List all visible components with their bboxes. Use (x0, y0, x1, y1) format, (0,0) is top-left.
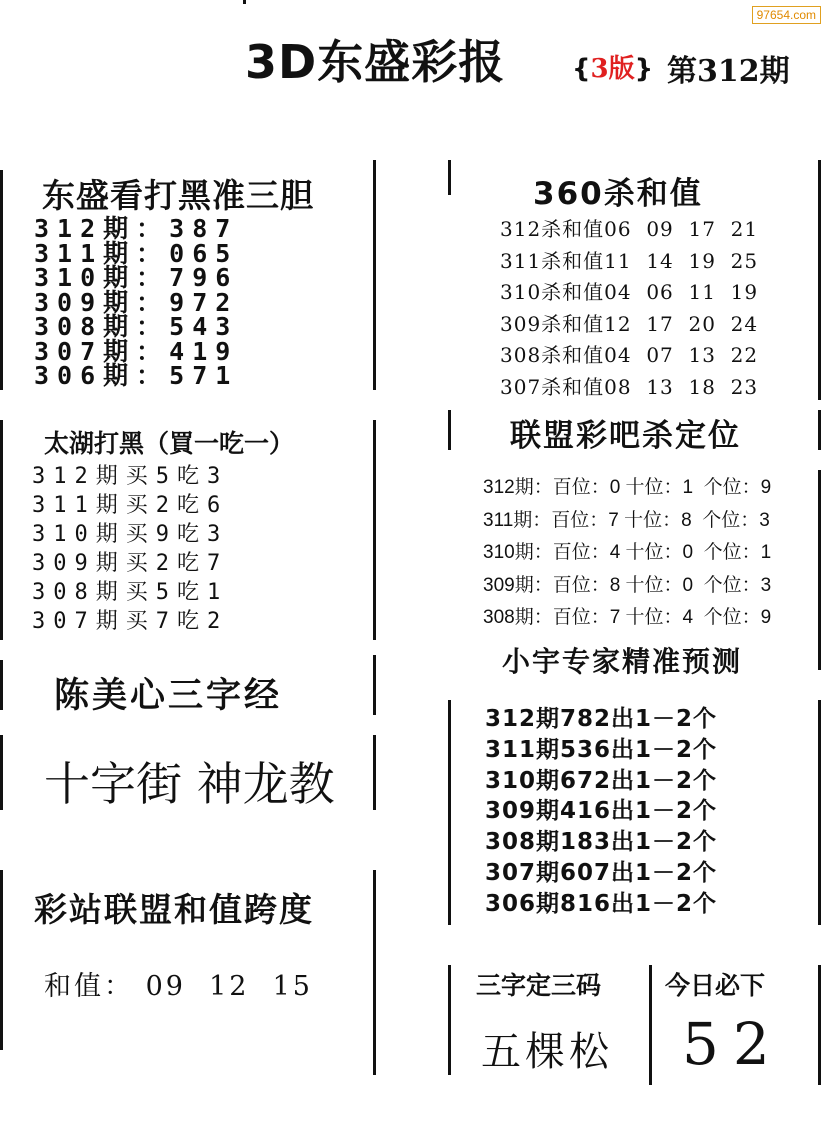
section-title-taihu: 太湖打黑（買一吃一） (44, 429, 295, 458)
section-title-lianmeng: 联盟彩吧杀定位 (510, 418, 741, 454)
section-title-xiaozi: 小宇专家精准预测 (502, 645, 743, 678)
section-title-caizhan: 彩站联盟和值跨度 (34, 890, 314, 929)
list-item: 308期183出1－2个 (485, 829, 718, 856)
list-item: 307杀和值08 13 18 23 (500, 374, 759, 399)
list-item: 311期536出1－2个 (485, 736, 718, 763)
list-item: 309杀和值12 17 20 24 (500, 311, 759, 336)
section-title-360: 360杀和值 (533, 176, 703, 212)
divider-line (0, 870, 3, 1050)
sha360-list (500, 214, 758, 403)
divider-line (448, 160, 451, 195)
issue-number: 第312期 (667, 54, 790, 89)
edition-badge (572, 48, 653, 85)
divider-line (818, 700, 821, 925)
list-item: 312期：387 (34, 214, 239, 243)
divider-line (818, 160, 821, 400)
section-title-chenmeixin: 陈美心三字经 (54, 675, 283, 716)
list-item: 309期：百位：8 十位：0 个位：3 (483, 574, 772, 596)
list-item: 308期买5吃1 (32, 580, 229, 605)
divider-line (448, 410, 451, 450)
list-item: 310期：796 (34, 263, 239, 292)
divider-line (649, 965, 652, 1085)
list-item: 309期416出1－2个 (485, 798, 718, 825)
list-item: 310期：百位：4 十位：0 个位：1 (483, 542, 772, 563)
list-item: 311期：065 (34, 238, 239, 268)
list-item: 309期买2吃7 (32, 551, 229, 576)
list-item: 311期：百位：7 十位：8 个位：3 (483, 509, 770, 531)
list-item: 308杀和值04 07 13 22 (500, 343, 759, 367)
list-item: 310杀和值04 06 11 19 (500, 280, 759, 304)
list-item: 312杀和值06 09 17 21 (500, 217, 759, 241)
divider-line (0, 170, 3, 390)
taihu-list (32, 462, 228, 636)
jinri-content: 52 (682, 1010, 784, 1078)
edition-brace-close: } (634, 54, 654, 84)
list-item: 312期：百位：0 十位：1 个位：9 (483, 477, 772, 498)
list-item: 307期：419 (34, 336, 239, 366)
list-item: 309期：972 (34, 287, 239, 317)
list-item: 312期782出1－2个 (485, 706, 718, 732)
page-title: 3D东盛彩报 (245, 35, 506, 89)
divider-line (818, 965, 821, 1085)
section-title-jinri: 今日必下 (665, 971, 766, 1000)
list-item: 306期816出1－2个 (485, 890, 718, 917)
divider-line (373, 870, 376, 1075)
xiaozi-list (485, 704, 717, 920)
divider-line (373, 420, 376, 640)
divider-line (448, 965, 451, 1075)
edition-label: 3版 (590, 54, 635, 84)
divider-line (448, 700, 451, 925)
list-item: 310期672出1－2个 (485, 767, 718, 794)
divider-line (818, 410, 821, 450)
list-item: 308期：543 (34, 312, 239, 341)
divider-line (373, 735, 376, 810)
section-title-sanzi: 三字定三码 (476, 971, 602, 1000)
divider-line (0, 735, 3, 810)
divider-line (818, 470, 821, 670)
dongsheng-list (34, 214, 239, 390)
list-item: 312期买5吃3 (32, 464, 229, 489)
list-item: 311杀和值11 14 19 25 (500, 248, 759, 273)
sanzi-content: 五棵松 (481, 1029, 613, 1075)
chenmeixin-content: 十字街 神龙教 (44, 757, 335, 811)
header-top-mark (243, 0, 246, 4)
watermark: 97654.com (752, 6, 821, 24)
list-item: 306期：571 (34, 361, 239, 390)
caizhan-content: 和值： 09 12 15 (44, 971, 313, 1002)
divider-line (0, 420, 3, 640)
lianmeng-list (483, 472, 771, 635)
list-item: 311期买2吃6 (32, 493, 229, 518)
list-item: 307期买7吃2 (32, 609, 229, 634)
section-title-dongsheng: 东盛看打黑准三胆 (42, 176, 314, 215)
edition-brace-open: { (572, 54, 591, 84)
list-item: 310期买9吃3 (32, 522, 229, 547)
divider-line (373, 655, 376, 715)
divider-line (0, 660, 3, 710)
divider-line (373, 160, 376, 390)
list-item: 307期607出1－2个 (485, 859, 718, 886)
list-item: 308期：百位：7 十位：4 个位：9 (483, 607, 772, 628)
